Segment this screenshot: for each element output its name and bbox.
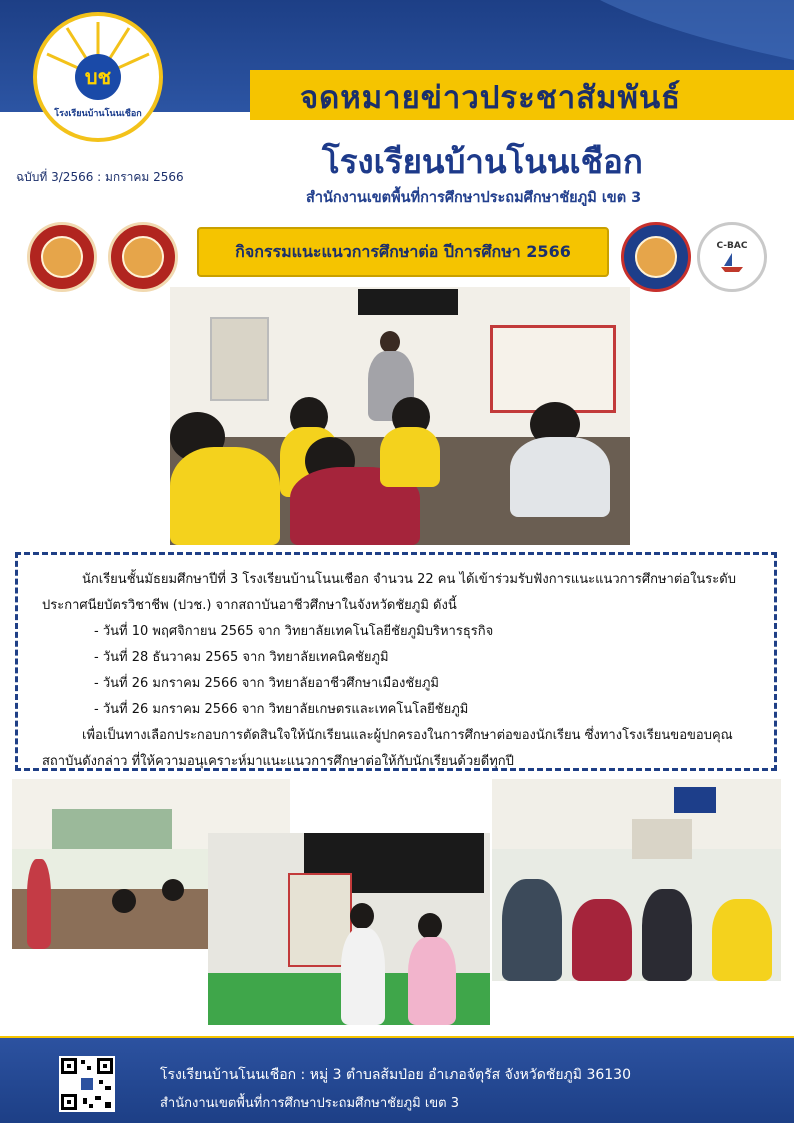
footer-address: โรงเรียนบ้านโนนเชือก : หมู่ 3 ตำบลส้มป่อย อำเภอจัตุรัส จังหวัดชัยภูมิ 36130 [160, 1067, 631, 1083]
office-name: สำนักงานเขตพื้นที่การศึกษาประถมศึกษาชัยภูมิ เขต 3 [306, 190, 642, 206]
ship-icon [717, 251, 747, 273]
school-logo [33, 12, 163, 142]
list-item: - วันที่ 10 พฤศจิกายน 2565 จาก วิทยาลัยเทคโนโลยีชัยภูมิบริหารธุรกิจ [94, 624, 494, 639]
qr-code-icon[interactable] [59, 1056, 115, 1112]
article-body [15, 552, 777, 771]
main-classroom-photo [170, 287, 630, 545]
banner-title: จดหมายข่าวประชาสัมพันธ์ [300, 80, 682, 116]
cbac-logo [697, 222, 767, 292]
list-item: - วันที่ 28 ธันวาคม 2565 จาก วิทยาลัยเทคนิคชัยภูมิ [94, 650, 389, 665]
list-item: - วันที่ 26 มกราคม 2566 จาก วิทยาลัยเกษตรและเทคโนโลยีชัยภูมิ [94, 702, 469, 717]
cbac-label: C-BAC [716, 241, 748, 251]
logo-caption: โรงเรียนบ้านโนนเชือก [54, 109, 142, 119]
closing-paragraph: เพื่อเป็นทางเลือกประกอบการตัดสินใจให้นักเรียนและผู้ปกครองในการศึกษาต่อของนักเรียน ซึ่งทางโรงเรียนขอขอบคุณสถาบันดังกล่าว ที่ให้ความอนุเคราะห์มาแนะแนวการศึกษาต่อให้กับนักเรียนด้วยดีทุกปี [42, 728, 733, 769]
bottom-photo-center [208, 833, 490, 1025]
issue-number: ฉบับที่ 3/2566 : มกราคม 2566 [16, 170, 184, 184]
school-emblem: บช [75, 54, 121, 100]
school-name: โรงเรียนบ้านโนนเชือก [322, 142, 643, 181]
footer-office: สำนักงานเขตพื้นที่การศึกษาประถมศึกษาชัยภูมิ เขต 3 [160, 1096, 460, 1111]
bottom-photo-right [492, 779, 781, 981]
intro-paragraph: นักเรียนชั้นมัธยมศึกษาปีที่ 3 โรงเรียนบ้านโนนเชือก จำนวน 22 คน ได้เข้าร่วมรับฟังการแนะแนวการศึกษาต่อในระดับประกาศนียบัตรวิชาชีพ (ปวช.) จากสถาบันอาชีวศึกษาในจังหวัดชัยภูมิ ดังนี้ [42, 572, 736, 613]
vocational-seal-2 [108, 222, 178, 292]
college-seal-3 [621, 222, 691, 292]
vocational-seal-1 [27, 222, 97, 292]
list-item: - วันที่ 26 มกราคม 2566 จาก วิทยาลัยอาชีวศึกษาเมืองชัยภูมิ [94, 676, 439, 691]
activity-title: กิจกรรมแนะแนวการศึกษาต่อ ปีการศึกษา 2566 [197, 227, 609, 277]
